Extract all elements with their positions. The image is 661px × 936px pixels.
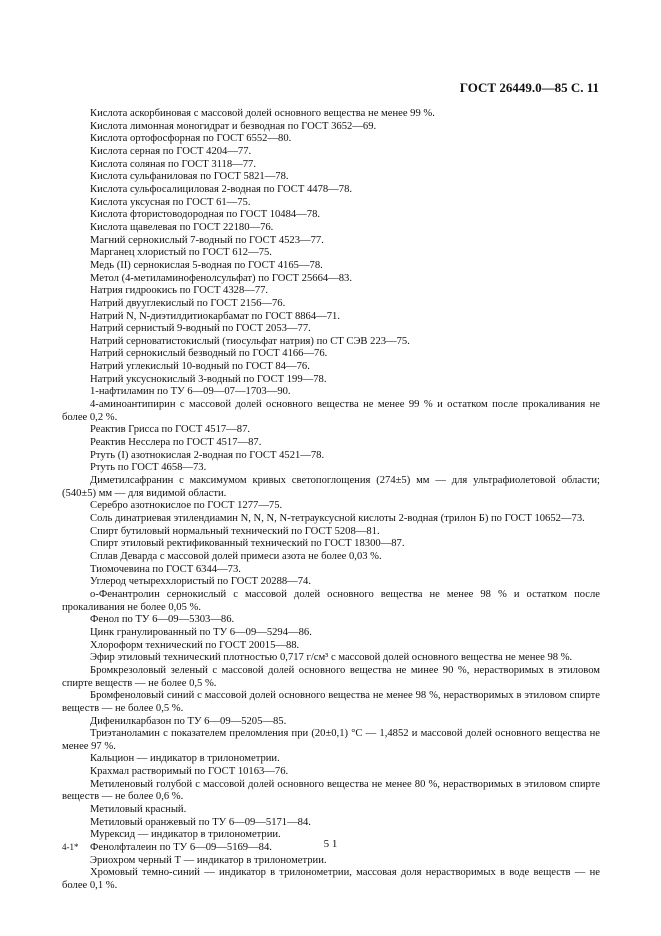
reagent-entry: Эриохром черный Т — индикатор в трилонометрии. (90, 854, 327, 866)
reagent-entry: Фенолфталеин по ТУ 6—09—5169—84. (90, 842, 272, 854)
reagent-entry: Кислота лимонная моногидрат и безводная по ГОСТ 3652—69. (90, 120, 377, 132)
reagent-entry: Кальцион — индикатор в трилонометрии. (90, 753, 280, 765)
reagent-entry: Фенол по ТУ 6—09—5303—86. (90, 614, 235, 626)
reagent-entry: Кислота фтористоводородная по ГОСТ 10484—78. (90, 209, 321, 221)
reagent-entry: Углерод четыреххлористый по ГОСТ 20288—74. (90, 576, 311, 588)
page-header: ГОСТ 26449.0—85 С. 11 (459, 80, 599, 95)
reagent-entry: Цинк гранулированный по ТУ 6—09—5294—86. (90, 626, 312, 638)
reagent-entry: Кислота ортофосфорная по ГОСТ 6552—80. (90, 133, 292, 145)
reagent-entry: Метиловый оранжевый по ТУ 6—09—5171—84. (90, 816, 311, 828)
reagent-entry: Эфир этиловый технический плотностью 0,717 г/см³ с массовой долей основного вещества не менее 98 %. (90, 652, 573, 664)
reagent-entry: Триэтаноламин с показателем преломления при (20±0,1) °С — 1,4852 и массовой долей основного вещества не менее 97 %. (62, 728, 600, 752)
reagent-entry: Кислота соляная по ГОСТ 3118—77. (90, 158, 256, 170)
reagent-entry: Кислота сульфосалициловая 2-водная по ГОСТ 4478—78. (90, 183, 353, 195)
reagent-entry: Кислота аскорбиновая с массовой долей основного вещества не менее 99 %. (90, 108, 435, 119)
reagent-entry: Кислота сульфаниловая по ГОСТ 5821—78. (90, 171, 289, 183)
reagent-entry: Метиловый красный. (90, 804, 187, 816)
reagent-entry: Натрия гидроокись по ГОСТ 4328—77. (90, 285, 269, 297)
reagent-entry: Спирт бутиловый нормальный технический по ГОСТ 5208—81. (90, 525, 380, 537)
reagent-entry: Соль динатриевая этилендиамин N, N, N, N-тетрауксусной кислоты 2-водная (трилон Б) по ГОСТ 10652—73. (90, 513, 585, 524)
reagent-entry: Ртуть (I) азотнокислая 2-водная по ГОСТ 4521—78. (90, 449, 325, 461)
reagent-entry: Марганец хлористый по ГОСТ 612—75. (90, 247, 272, 259)
reagent-entry: Хлороформ технический по ГОСТ 20015—88. (90, 639, 300, 651)
footer-sheet-mark: 4-1* (62, 842, 79, 852)
reagent-entry: Кислота серная по ГОСТ 4204—77. (90, 145, 252, 157)
reagent-entry: Хромовый темно-синий — индикатор в трилонометрии, массовая доля нерастворимых в воде веществ — не более 0,1 %. (62, 867, 600, 892)
reagent-entry: Метиленовый голубой с массовой долей основного вещества не менее 80 %, нерастворимых в этиловом спирте веществ — не более 0,6 %. (62, 778, 600, 803)
page-number: 5 1 (323, 838, 338, 850)
reagent-entry: Натрий углекислый 10-водный по ГОСТ 84—76. (90, 361, 310, 373)
reagent-entry: 1-нафтиламин по ТУ 6—09—07—1703—90. (90, 386, 291, 398)
reagent-entry: Диметилсафранин с максимумом кривых светопоглощения (274±5) мм — для ультрафиолетовой области; (540±5) мм — для видимой области. (62, 475, 600, 499)
reagent-entry: Медь (II) сернокислая 5-водная по ГОСТ 4165—78. (90, 259, 323, 271)
reagent-entry: Магний сернокислый 7-водный по ГОСТ 4523—77. (90, 234, 324, 246)
reagent-entry: Натрий сернистый 9-водный по ГОСТ 2053—77. (90, 323, 311, 335)
reagent-entry: Кислота щавелевая по ГОСТ 22180—76. (90, 221, 274, 233)
reagent-entry: Спирт этиловый ректификованный технический по ГОСТ 18300—87. (90, 538, 405, 550)
reagent-entry: Бромфеноловый синий с массовой долей основного вещества не менее 98 %, нерастворимых в этиловом спирте веществ — не более 0,5 %. (62, 690, 600, 714)
reagent-entry: Натрий N, N-диэтилдитиокарбамат по ГОСТ 8864—71. (90, 310, 340, 322)
reagent-entry: Натрий двууглекислый по ГОСТ 2156—76. (90, 297, 286, 309)
reagent-list (62, 108, 600, 893)
reagent-entry: Дифенилкарбазон по ТУ 6—09—5205—85. (90, 715, 287, 727)
reagent-entry: Реактив Грисса по ГОСТ 4517—87. (90, 424, 251, 436)
reagent-entry: Мурексид — индикатор в трилонометрии. (90, 829, 281, 841)
reagent-entry: Метол (4-метиламинофенолсульфат) по ГОСТ 25664—83. (90, 272, 352, 284)
reagent-entry: Сплав Деварда с массовой долей примеси азота не более 0,03 %. (90, 550, 382, 562)
reagent-entry: Натрий сернокислый безводный по ГОСТ 4166—76. (90, 348, 328, 360)
reagent-entry: Крахмал растворимый по ГОСТ 10163—76. (90, 766, 289, 778)
reagent-entry: Ртуть по ГОСТ 4658—73. (90, 462, 207, 474)
reagent-entry: о-Фенантролин сернокислый с массовой долей основного вещества не менее 98 % и остатком после прокаливания не более 0,05 %. (62, 588, 600, 613)
reagent-entry: 4-аминоантипирин с массовой долей основного вещества не менее 99 % и остатком после прокаливания не более 0,2 %. (62, 399, 600, 423)
reagent-entry: Натрий уксуснокислый 3-водный по ГОСТ 199—78. (90, 373, 327, 385)
reagent-entry: Серебро азотнокислое по ГОСТ 1277—75. (90, 500, 283, 512)
reagent-entry: Тиомочевина по ГОСТ 6344—73. (90, 563, 241, 575)
reagent-entry: Бромкрезоловый зеленый с массовой долей основного вещества не минее 90 %, нерастворимых в этиловом спирте веществ — не более 0,5 %. (62, 664, 600, 689)
reagent-entry: Кислота уксусная по ГОСТ 61—75. (90, 196, 251, 208)
reagent-entry: Реактив Несслера по ГОСТ 4517—87. (90, 437, 262, 449)
reagent-entry: Натрий серноватистокислый (тиосульфат натрия) по СТ СЭВ 223—75. (90, 335, 410, 347)
